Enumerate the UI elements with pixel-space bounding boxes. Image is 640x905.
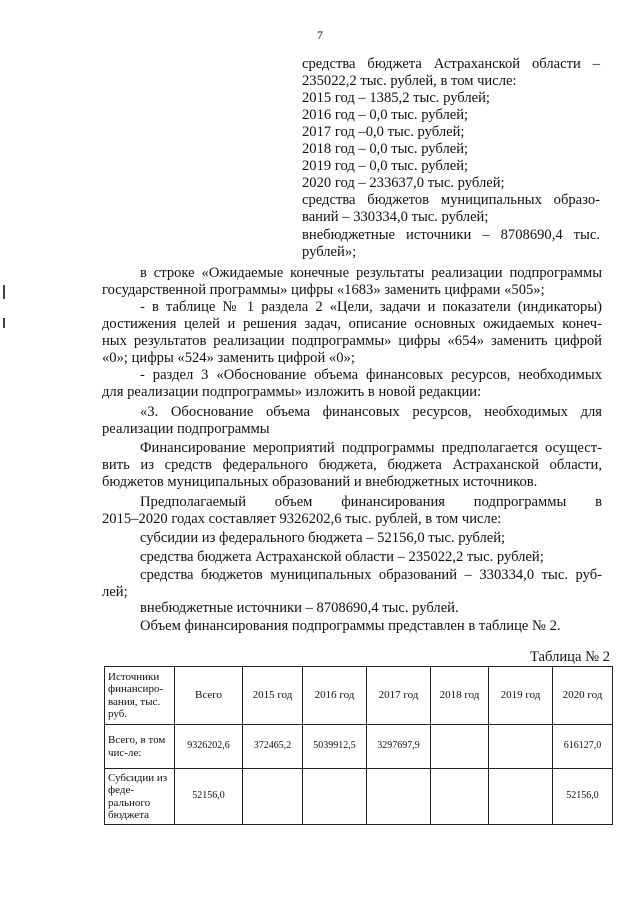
text-line: бюджетов муниципальных образований и внебюджетных источников. (102, 474, 538, 490)
text-line: «3. Обоснование объема финансовых ресурсов, необходимых для (140, 404, 602, 420)
text-line: субсидии из федерального бюджета – 52156,0 тыс. рублей; (140, 530, 506, 546)
table-cell (303, 769, 367, 825)
text-line: лей; (102, 584, 128, 600)
text-line: - в таблице № 1 раздела 2 «Цели, задачи и показатели (индикаторы) (140, 299, 602, 315)
text-line: Финансирование мероприятий подпрограммы предполагается осущест- (140, 440, 602, 456)
text-line: - раздел 3 «Обоснование объема финансовых ресурсов, необходимых (140, 367, 602, 383)
header-cell: 2016 год (303, 667, 367, 725)
text-line: 235022,2 тыс. рублей, в том числе: (302, 73, 517, 89)
margin-mark (3, 285, 5, 299)
table-cell: 52156,0 (553, 769, 613, 825)
text-line: 2015 год – 1385,2 тыс. рублей; (302, 90, 490, 106)
table-cell: 616127,0 (553, 725, 613, 769)
text-line: вить из средств федерального бюджета, бюджета Астраханской области, (102, 457, 602, 473)
text-line: 2015–2020 годах составляет 9326202,6 тыс. рублей, в том числе: (102, 511, 502, 527)
table-cell: 9326202,6 (175, 725, 243, 769)
text-line: ваний – 330334,0 тыс. рублей; (302, 209, 489, 225)
text-line: внебюджетные источники – 8708690,4 тыс. рублей. (140, 600, 459, 616)
table-caption: Таблица № 2 (530, 649, 610, 665)
table-cell: 5039912,5 (303, 725, 367, 769)
text-line: достижения целей и решения задач, описание основных ожидаемых конеч- (102, 316, 602, 332)
text-line: для реализации подпрограммы» изложить в новой редакции: (102, 384, 482, 400)
row-label: Всего, в том чис-ле: (105, 725, 175, 769)
header-cell: 2017 год (367, 667, 431, 725)
text-line: ных результатов реализации подпрограммы» цифры «654» заменить цифрой (102, 333, 602, 349)
table-cell (367, 769, 431, 825)
text-line: в строке «Ожидаемые конечные результаты реализации подпрограммы (140, 265, 602, 281)
header-cell: Всего (175, 667, 243, 725)
text-line: 2020 год – 233637,0 тыс. рублей; (302, 175, 505, 191)
table-cell: 372465,2 (243, 725, 303, 769)
text-line: рублей»; (302, 244, 357, 260)
table-cell: 3297697,9 (367, 725, 431, 769)
text-line: средства бюджетов муниципальных образований – 330334,0 тыс. руб- (140, 567, 602, 583)
text-line: государственной программы» цифры «1683» заменить цифрами «505»; (102, 282, 545, 298)
table-row (105, 769, 613, 825)
text-line: средства бюджетов муниципальных образо- (302, 192, 600, 208)
table-row (105, 725, 613, 769)
header-cell: 2018 год (431, 667, 489, 725)
header-cell: Источники финансиро-вания, тыс. руб. (105, 667, 175, 725)
table-cell (243, 769, 303, 825)
page-number: 7 (317, 28, 323, 42)
text-line: 2018 год – 0,0 тыс. рублей; (302, 141, 469, 157)
table-header-row (105, 667, 613, 725)
text-line: реализации подпрограммы (102, 421, 270, 437)
header-cell: 2015 год (243, 667, 303, 725)
table-cell (489, 725, 553, 769)
table-cell: 52156,0 (175, 769, 243, 825)
text-line: Предполагаемый объем финансирования подпрограммы в (140, 494, 602, 510)
table-cell (489, 769, 553, 825)
margin-mark (3, 318, 5, 328)
text-line: 2016 год – 0,0 тыс. рублей; (302, 107, 469, 123)
header-cell: 2020 год (553, 667, 613, 725)
text-line: «0»; цифры «524» заменить цифрой «0»; (102, 350, 355, 366)
table-cell (431, 725, 489, 769)
text-line: внебюджетные источники – 8708690,4 тыс. (302, 227, 600, 243)
text-line: средства бюджета Астраханской области – 235022,2 тыс. рублей; (140, 549, 544, 565)
text-line: средства бюджета Астраханской области – (302, 56, 600, 72)
header-cell: 2019 год (489, 667, 553, 725)
financing-table (104, 666, 613, 825)
text-line: Объем финансирования подпрограммы представлен в таблице № 2. (140, 618, 561, 634)
text-line: 2017 год –0,0 тыс. рублей; (302, 124, 465, 140)
text-line: 2019 год – 0,0 тыс. рублей; (302, 158, 469, 174)
table-cell (431, 769, 489, 825)
row-label: Субсидии из феде-рального бюджета (105, 769, 175, 825)
